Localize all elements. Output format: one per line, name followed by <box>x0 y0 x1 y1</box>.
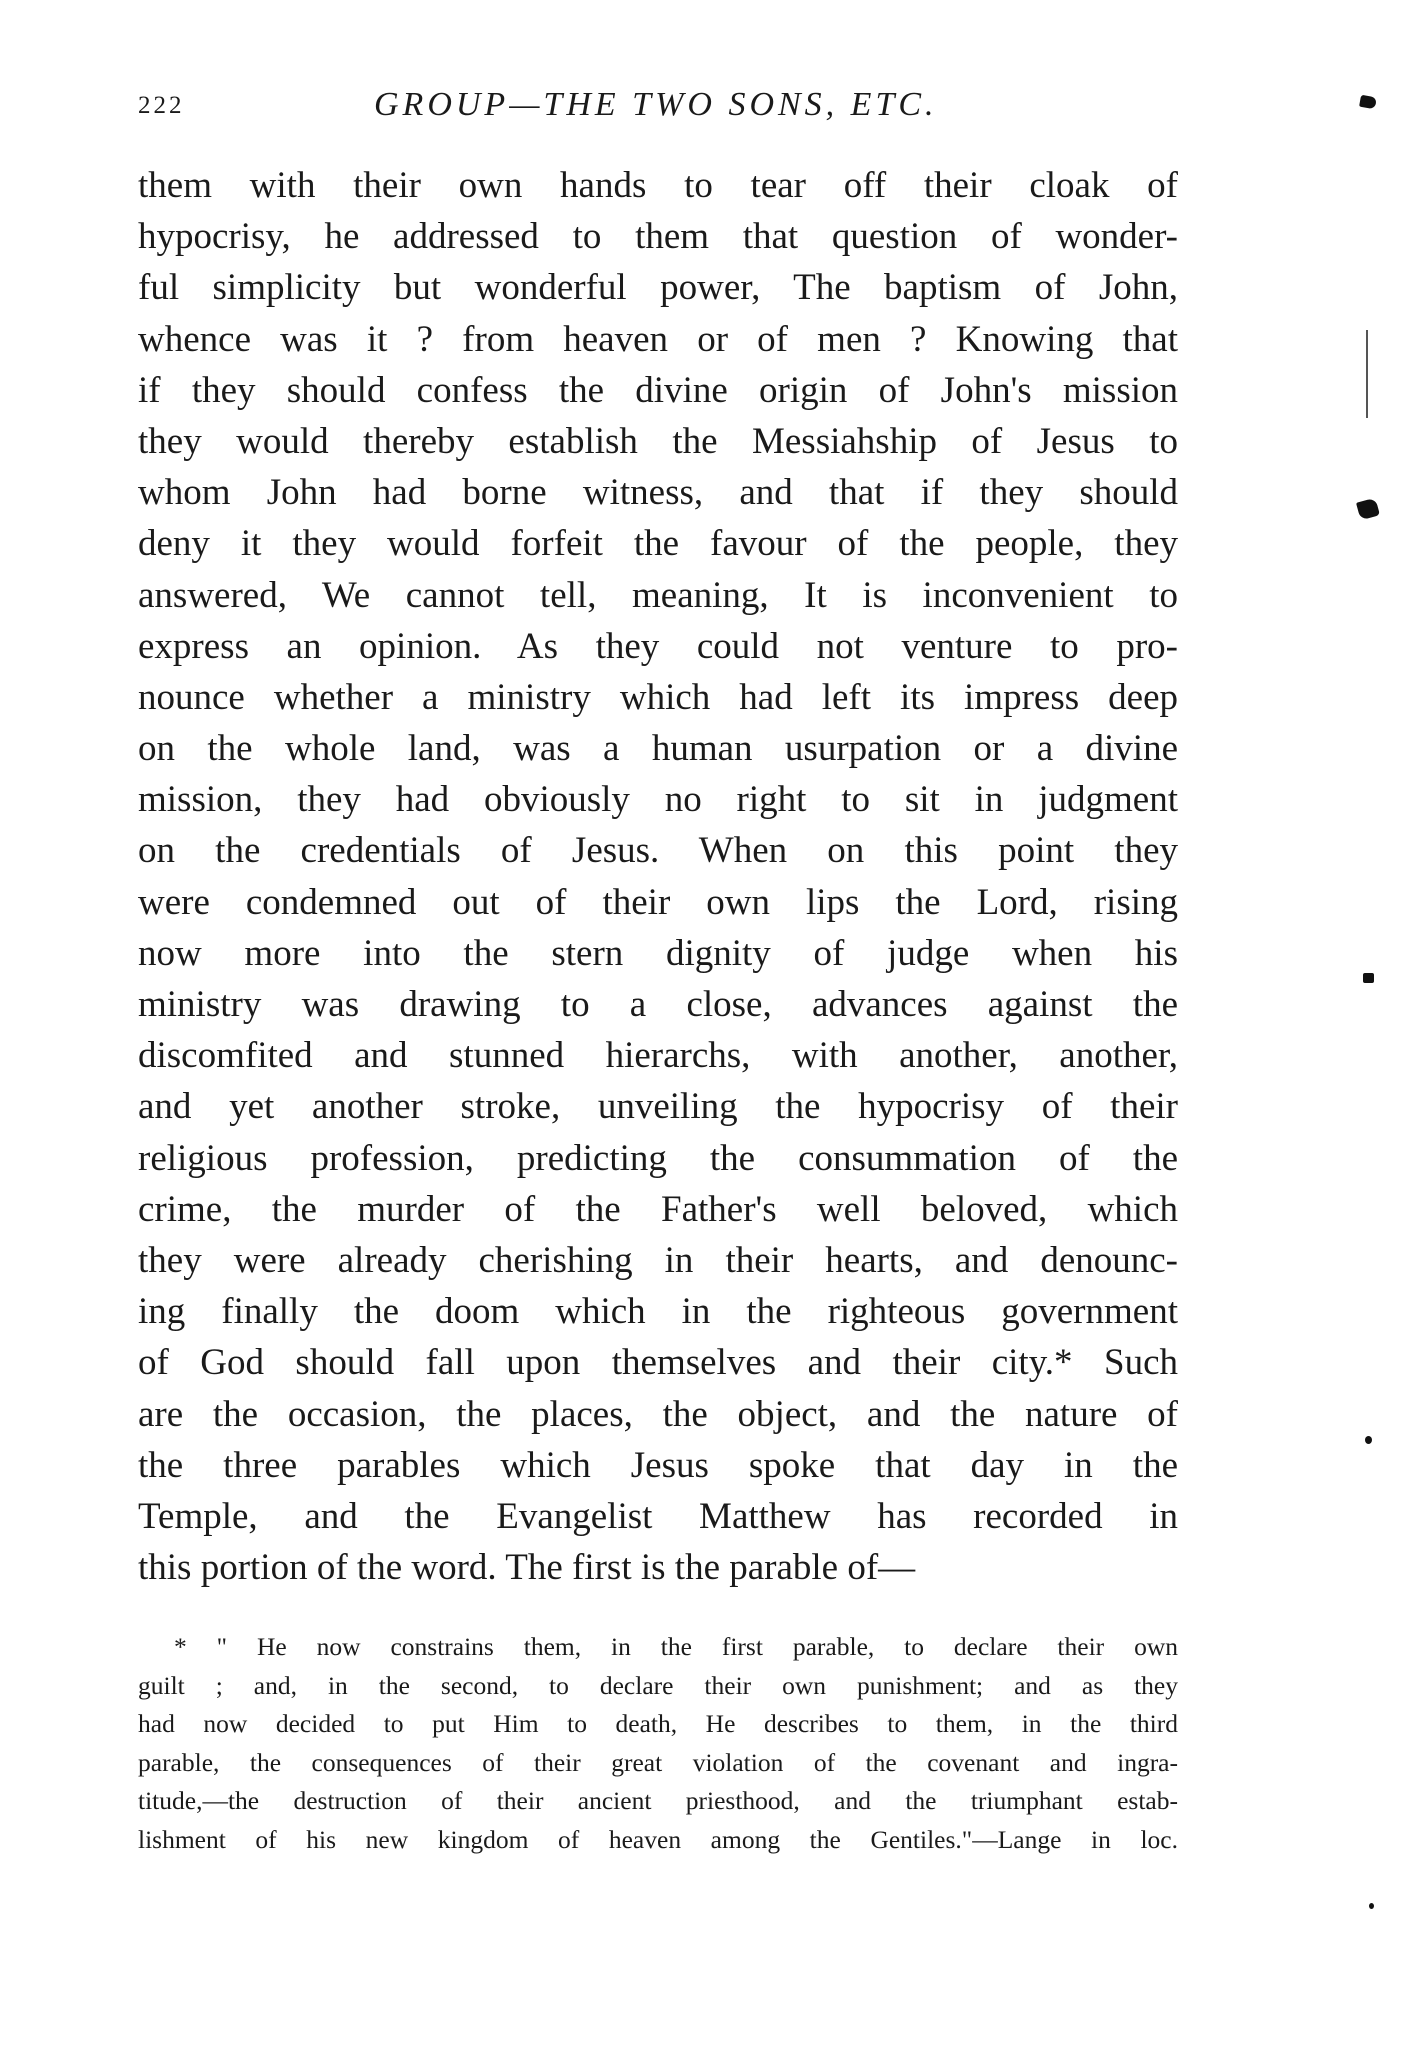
text-line: them with their own hands to tear off their cloak of <box>138 165 1178 206</box>
text-line: the three parables which Jesus spoke that day in the <box>138 1444 1178 1486</box>
text-line: if they should confess the divine origin of John's mission <box>138 369 1178 411</box>
text-line: mission, they had obviously no right to sit in judgment <box>138 779 1178 821</box>
text-line: ing finally the doom which in the righteous government <box>138 1291 1178 1333</box>
scan-speck <box>1369 1903 1374 1909</box>
text-line: were condemned out of their own lips the Lord, rising <box>138 881 1178 923</box>
page-number: 222 <box>138 92 185 119</box>
text-line: hypocrisy, he addressed to them that question of wonder- <box>138 216 1178 258</box>
text-line: answered, We cannot tell, meaning, It is inconvenient to <box>138 574 1178 616</box>
text-line: discomfited and stunned hierarchs, with another, another, <box>138 1035 1178 1077</box>
scan-speck <box>1359 95 1377 110</box>
footnote-line: lishment of his new kingdom of heaven among the Gentiles."—Lange in loc. <box>138 1824 1178 1854</box>
text-line: they would thereby establish the Messiahship of Jesus to <box>138 420 1178 462</box>
text-line: of God should fall upon themselves and their city.* Such <box>138 1342 1178 1384</box>
text-line: express an opinion. As they could not venture to pro- <box>138 625 1178 667</box>
footnote-line: guilt ; and, in the second, to declare their own punishment; and as they <box>138 1670 1178 1700</box>
text-line: deny it they would forfeit the favour of the people, they <box>138 523 1178 565</box>
footnote <box>138 1628 1178 1859</box>
text-line: this portion of the word. The first is the parable of— <box>138 1547 916 1589</box>
footnote-line: had now decided to put Him to death, He describes to them, in the third <box>138 1709 1178 1738</box>
scan-speck <box>1363 973 1374 983</box>
text-line: crime, the murder of the Father's well beloved, which <box>138 1188 1178 1230</box>
text-line: whence was it ? from heaven or of men ? Knowing that <box>138 318 1178 360</box>
text-line: nounce whether a ministry which had left its impress deep <box>138 676 1178 718</box>
running-title: GROUP—THE TWO SONS, ETC. <box>374 86 938 123</box>
text-line: they were already cherishing in their hearts, and denounc- <box>138 1239 1178 1281</box>
text-line: are the occasion, the places, the object, and the nature of <box>138 1393 1178 1435</box>
footnote-line: titude,—the destruction of their ancient priesthood, and the triumphant estab- <box>138 1786 1178 1815</box>
scan-speck <box>1365 1436 1372 1444</box>
text-line: and yet another stroke, unveiling the hypocrisy of their <box>138 1086 1178 1128</box>
footnote-line: * " He now constrains them, in the first parable, to declare their own <box>174 1632 1178 1661</box>
body-text <box>138 160 1178 1593</box>
text-line: Temple, and the Evangelist Matthew has recorded in <box>138 1495 1178 1537</box>
text-line: ministry was drawing to a close, advances against the <box>138 984 1178 1025</box>
text-line: ful simplicity but wonderful power, The baptism of John, <box>138 267 1178 309</box>
text-line: now more into the stern dignity of judge when his <box>138 932 1178 974</box>
text-line: whom John had borne witness, and that if they should <box>138 472 1178 514</box>
running-head <box>138 86 1188 132</box>
text-line: on the whole land, was a human usurpation or a divine <box>138 728 1178 770</box>
text-line: on the credentials of Jesus. When on this point they <box>138 830 1178 872</box>
text-line: religious profession, predicting the consummation of the <box>138 1137 1178 1179</box>
scan-speck <box>1366 330 1368 418</box>
footnote-line: parable, the consequences of their great violation of the covenant and ingra- <box>138 1747 1178 1777</box>
scan-speck <box>1356 498 1380 521</box>
